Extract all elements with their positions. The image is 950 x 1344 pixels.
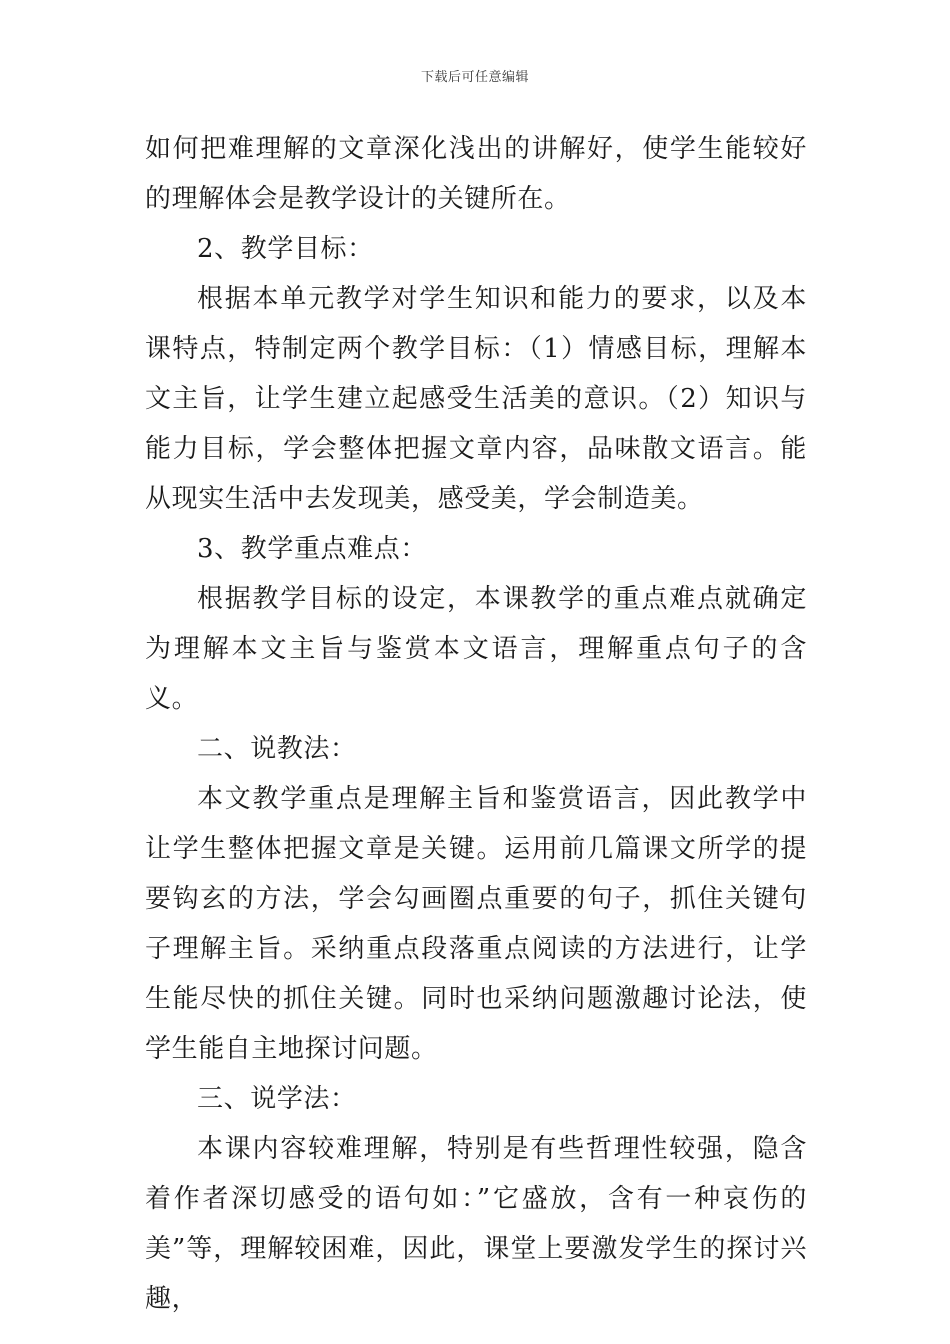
paragraph-teaching-method: 本文教学重点是理解主旨和鉴赏语言，因此教学中让学生整体把握文章是关键。运用前几篇课文所学的提要钩玄的方法，学会勾画圈点重要的句子，抓住关键句子理解主旨。采纳重点段落重点阅读的方法进行，让学生能尽快的抓住关键。同时也采纳问题激趣讨论法，使学生能自主地探讨问题。 bbox=[145, 784, 807, 1064]
section-heading-key-points: 3、教学重点难点： bbox=[197, 534, 427, 564]
document-body bbox=[145, 124, 807, 1324]
section-heading-teaching-goals: 2、教学目标： bbox=[197, 234, 374, 264]
section-heading-learning-method: 三、说学法： bbox=[197, 1084, 357, 1114]
paragraph-learning-method: 本课内容较难理解，特别是有些哲理性较强，隐含着作者深切感受的语句如：”它盛放，含有一种哀伤的美”等，理解较困难，因此，课堂上要激发学生的探讨兴趣， bbox=[145, 1134, 807, 1314]
page-header: 下载后可任意编辑 bbox=[420, 70, 529, 85]
section-heading-teaching-method: 二、说教法： bbox=[197, 734, 357, 764]
paragraph-continuation: 如何把难理解的文章深化浅出的讲解好，使学生能较好的理解体会是教学设计的关键所在。 bbox=[145, 134, 807, 214]
paragraph-key-points: 根据教学目标的设定，本课教学的重点难点就确定为理解本文主旨与鉴赏本文语言，理解重点句子的含义。 bbox=[145, 584, 807, 714]
paragraph-teaching-goals: 根据本单元教学对学生知识和能力的要求，以及本课特点，特制定两个教学目标：（1）情感目标，理解本文主旨，让学生建立起感受生活美的意识。（2）知识与能力目标，学会整体把握文章内容，品味散文语言。能从现实生活中去发现美，感受美，学会制造美。 bbox=[145, 284, 807, 514]
